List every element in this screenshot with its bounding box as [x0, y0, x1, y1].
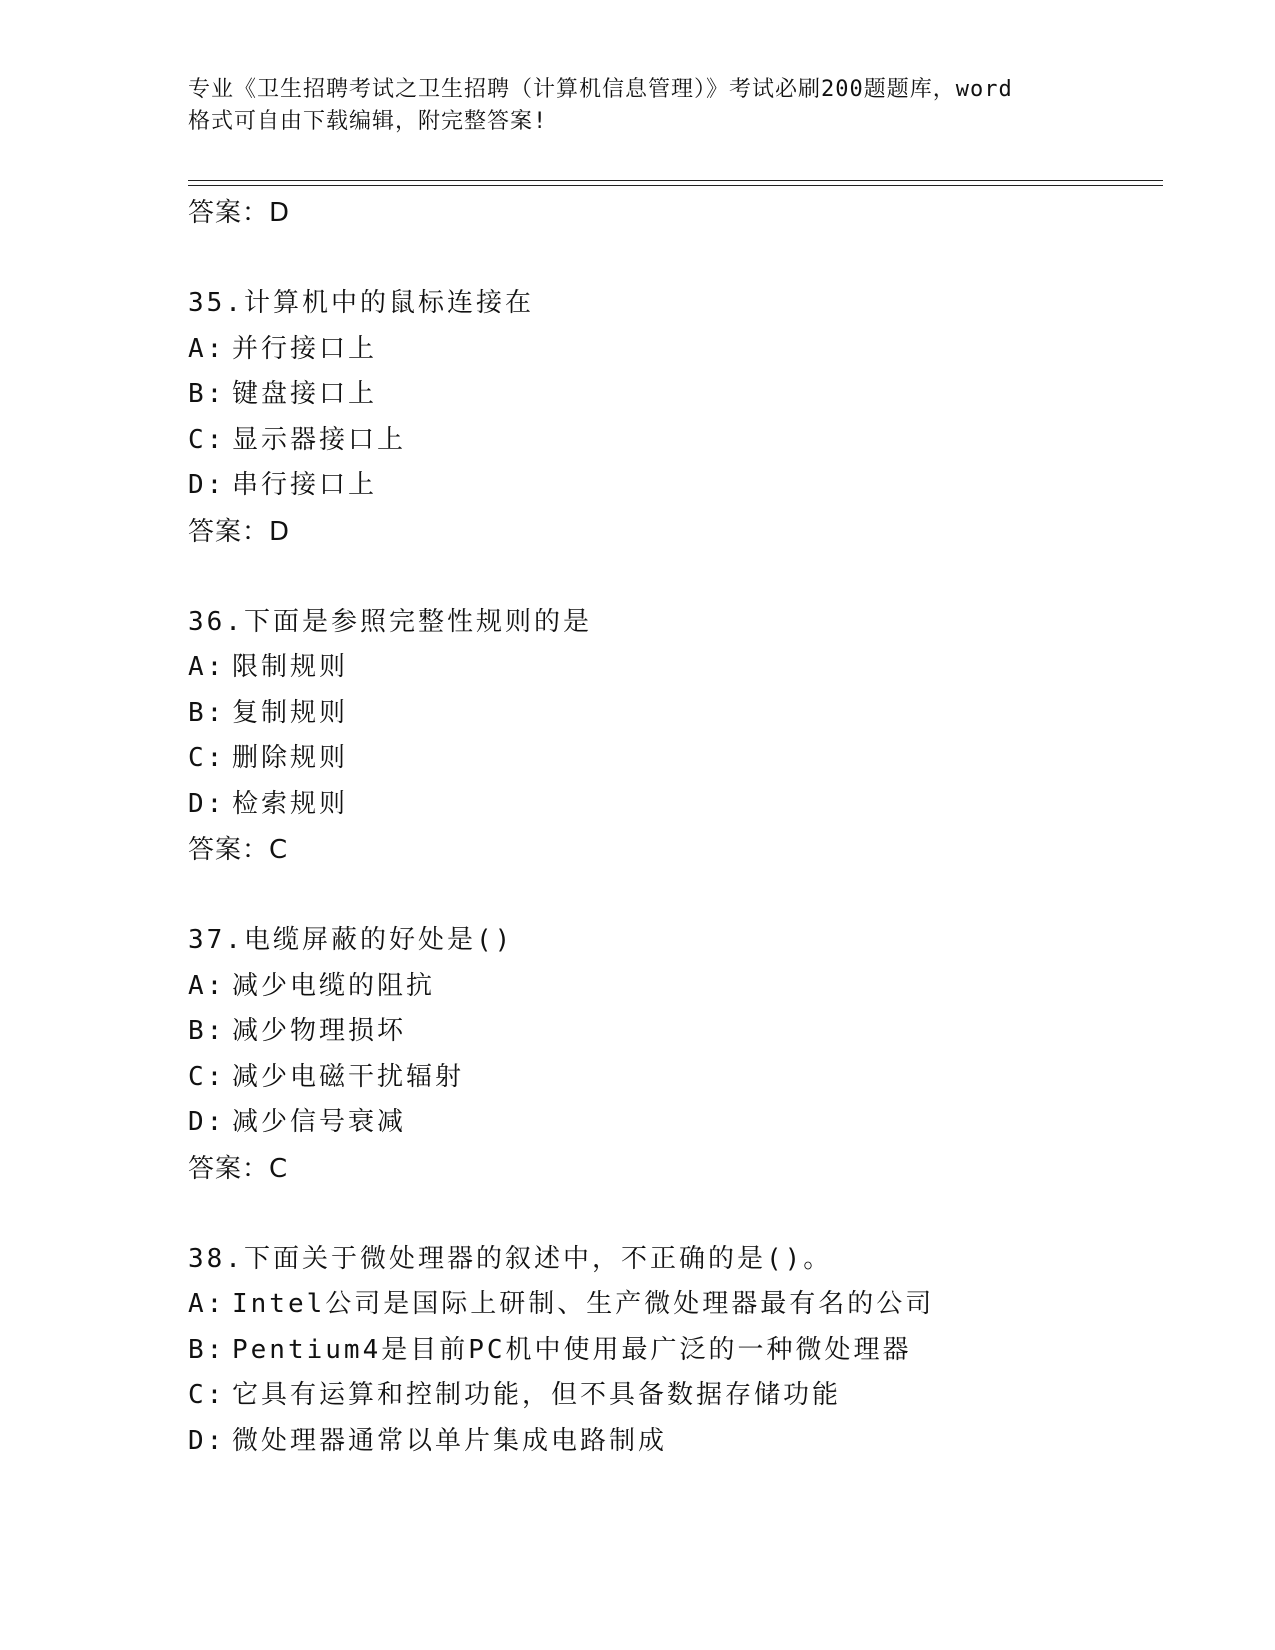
option-a	[188, 964, 1163, 1010]
spacer	[188, 873, 1163, 918]
option-text: 键盘接口上	[232, 379, 378, 409]
option-text: 减少信号衰减	[232, 1107, 407, 1137]
page-header	[188, 74, 1108, 138]
spacer	[188, 1192, 1163, 1237]
option-text: 减少物理损坏	[232, 1016, 407, 1046]
option-text: 减少电磁干扰辐射	[232, 1061, 465, 1092]
option-letter: A:	[188, 333, 226, 364]
option-text: 检索规则	[232, 788, 349, 819]
option-text: 显示器接口上	[232, 424, 407, 455]
option-letter: B:	[188, 697, 226, 728]
option-a	[188, 327, 1163, 373]
question-list	[188, 190, 1163, 1464]
option-letter: A:	[188, 652, 226, 682]
answer-line: 答案：D	[188, 516, 291, 547]
option-letter: B:	[188, 1016, 226, 1046]
option-letter: C:	[188, 743, 226, 773]
option-c	[188, 1055, 1163, 1101]
answer-line: 答案：C	[188, 835, 289, 865]
option-letter: D:	[188, 1107, 226, 1137]
question-stem: 38.下面关于微处理器的叙述中，不正确的是()。	[188, 1243, 833, 1274]
option-b	[188, 372, 1163, 418]
option-letter: D:	[188, 788, 226, 819]
option-d	[188, 1419, 1163, 1465]
option-c	[188, 418, 1163, 464]
option-c	[188, 736, 1163, 782]
answer-line: 答案：C	[188, 1153, 289, 1184]
question-stem: 36.下面是参照完整性规则的是	[188, 606, 592, 637]
answer-line: 答案：D	[188, 198, 291, 228]
option-a	[188, 1282, 1163, 1328]
option-text: Pentium4是目前PC机中使用最广泛的一种微处理器	[232, 1334, 912, 1365]
option-letter: C:	[188, 1061, 226, 1092]
option-text: 复制规则	[232, 697, 349, 728]
option-c	[188, 1373, 1163, 1419]
option-b	[188, 1328, 1163, 1374]
option-text: 它具有运算和控制功能，但不具备数据存储功能	[232, 1380, 842, 1410]
option-text: Intel公司是国际上研制、生产微处理器最有名的公司	[232, 1289, 935, 1319]
option-letter: D:	[188, 1425, 226, 1456]
question-stem: 35.计算机中的鼠标连接在	[188, 288, 534, 318]
option-text: 减少电缆的阻抗	[232, 970, 436, 1001]
option-letter: B:	[188, 379, 226, 409]
option-a	[188, 645, 1163, 691]
header-line-2: 格式可自由下载编辑，附完整答案!	[188, 109, 548, 134]
option-text: 限制规则	[232, 652, 349, 682]
spacer	[188, 555, 1163, 600]
option-letter: B:	[188, 1334, 226, 1365]
option-letter: A:	[188, 1289, 226, 1319]
option-d	[188, 463, 1163, 509]
option-text: 微处理器通常以单片集成电路制成	[232, 1425, 668, 1456]
option-letter: D:	[188, 470, 226, 500]
option-b	[188, 691, 1163, 737]
option-d	[188, 782, 1163, 828]
spacer	[188, 236, 1163, 281]
option-letter: C:	[188, 1380, 226, 1410]
option-text: 串行接口上	[232, 470, 378, 500]
option-b	[188, 1009, 1163, 1055]
header-divider	[188, 180, 1163, 186]
option-text: 删除规则	[232, 743, 349, 773]
question-stem: 37.电缆屏蔽的好处是()	[188, 925, 514, 955]
option-letter: C:	[188, 424, 226, 455]
header-line-1: 专业《卫生招聘考试之卫生招聘（计算机信息管理）》考试必刷200题题库，word	[188, 77, 1013, 102]
option-text: 并行接口上	[232, 333, 378, 364]
option-d	[188, 1100, 1163, 1146]
option-letter: A:	[188, 970, 226, 1001]
